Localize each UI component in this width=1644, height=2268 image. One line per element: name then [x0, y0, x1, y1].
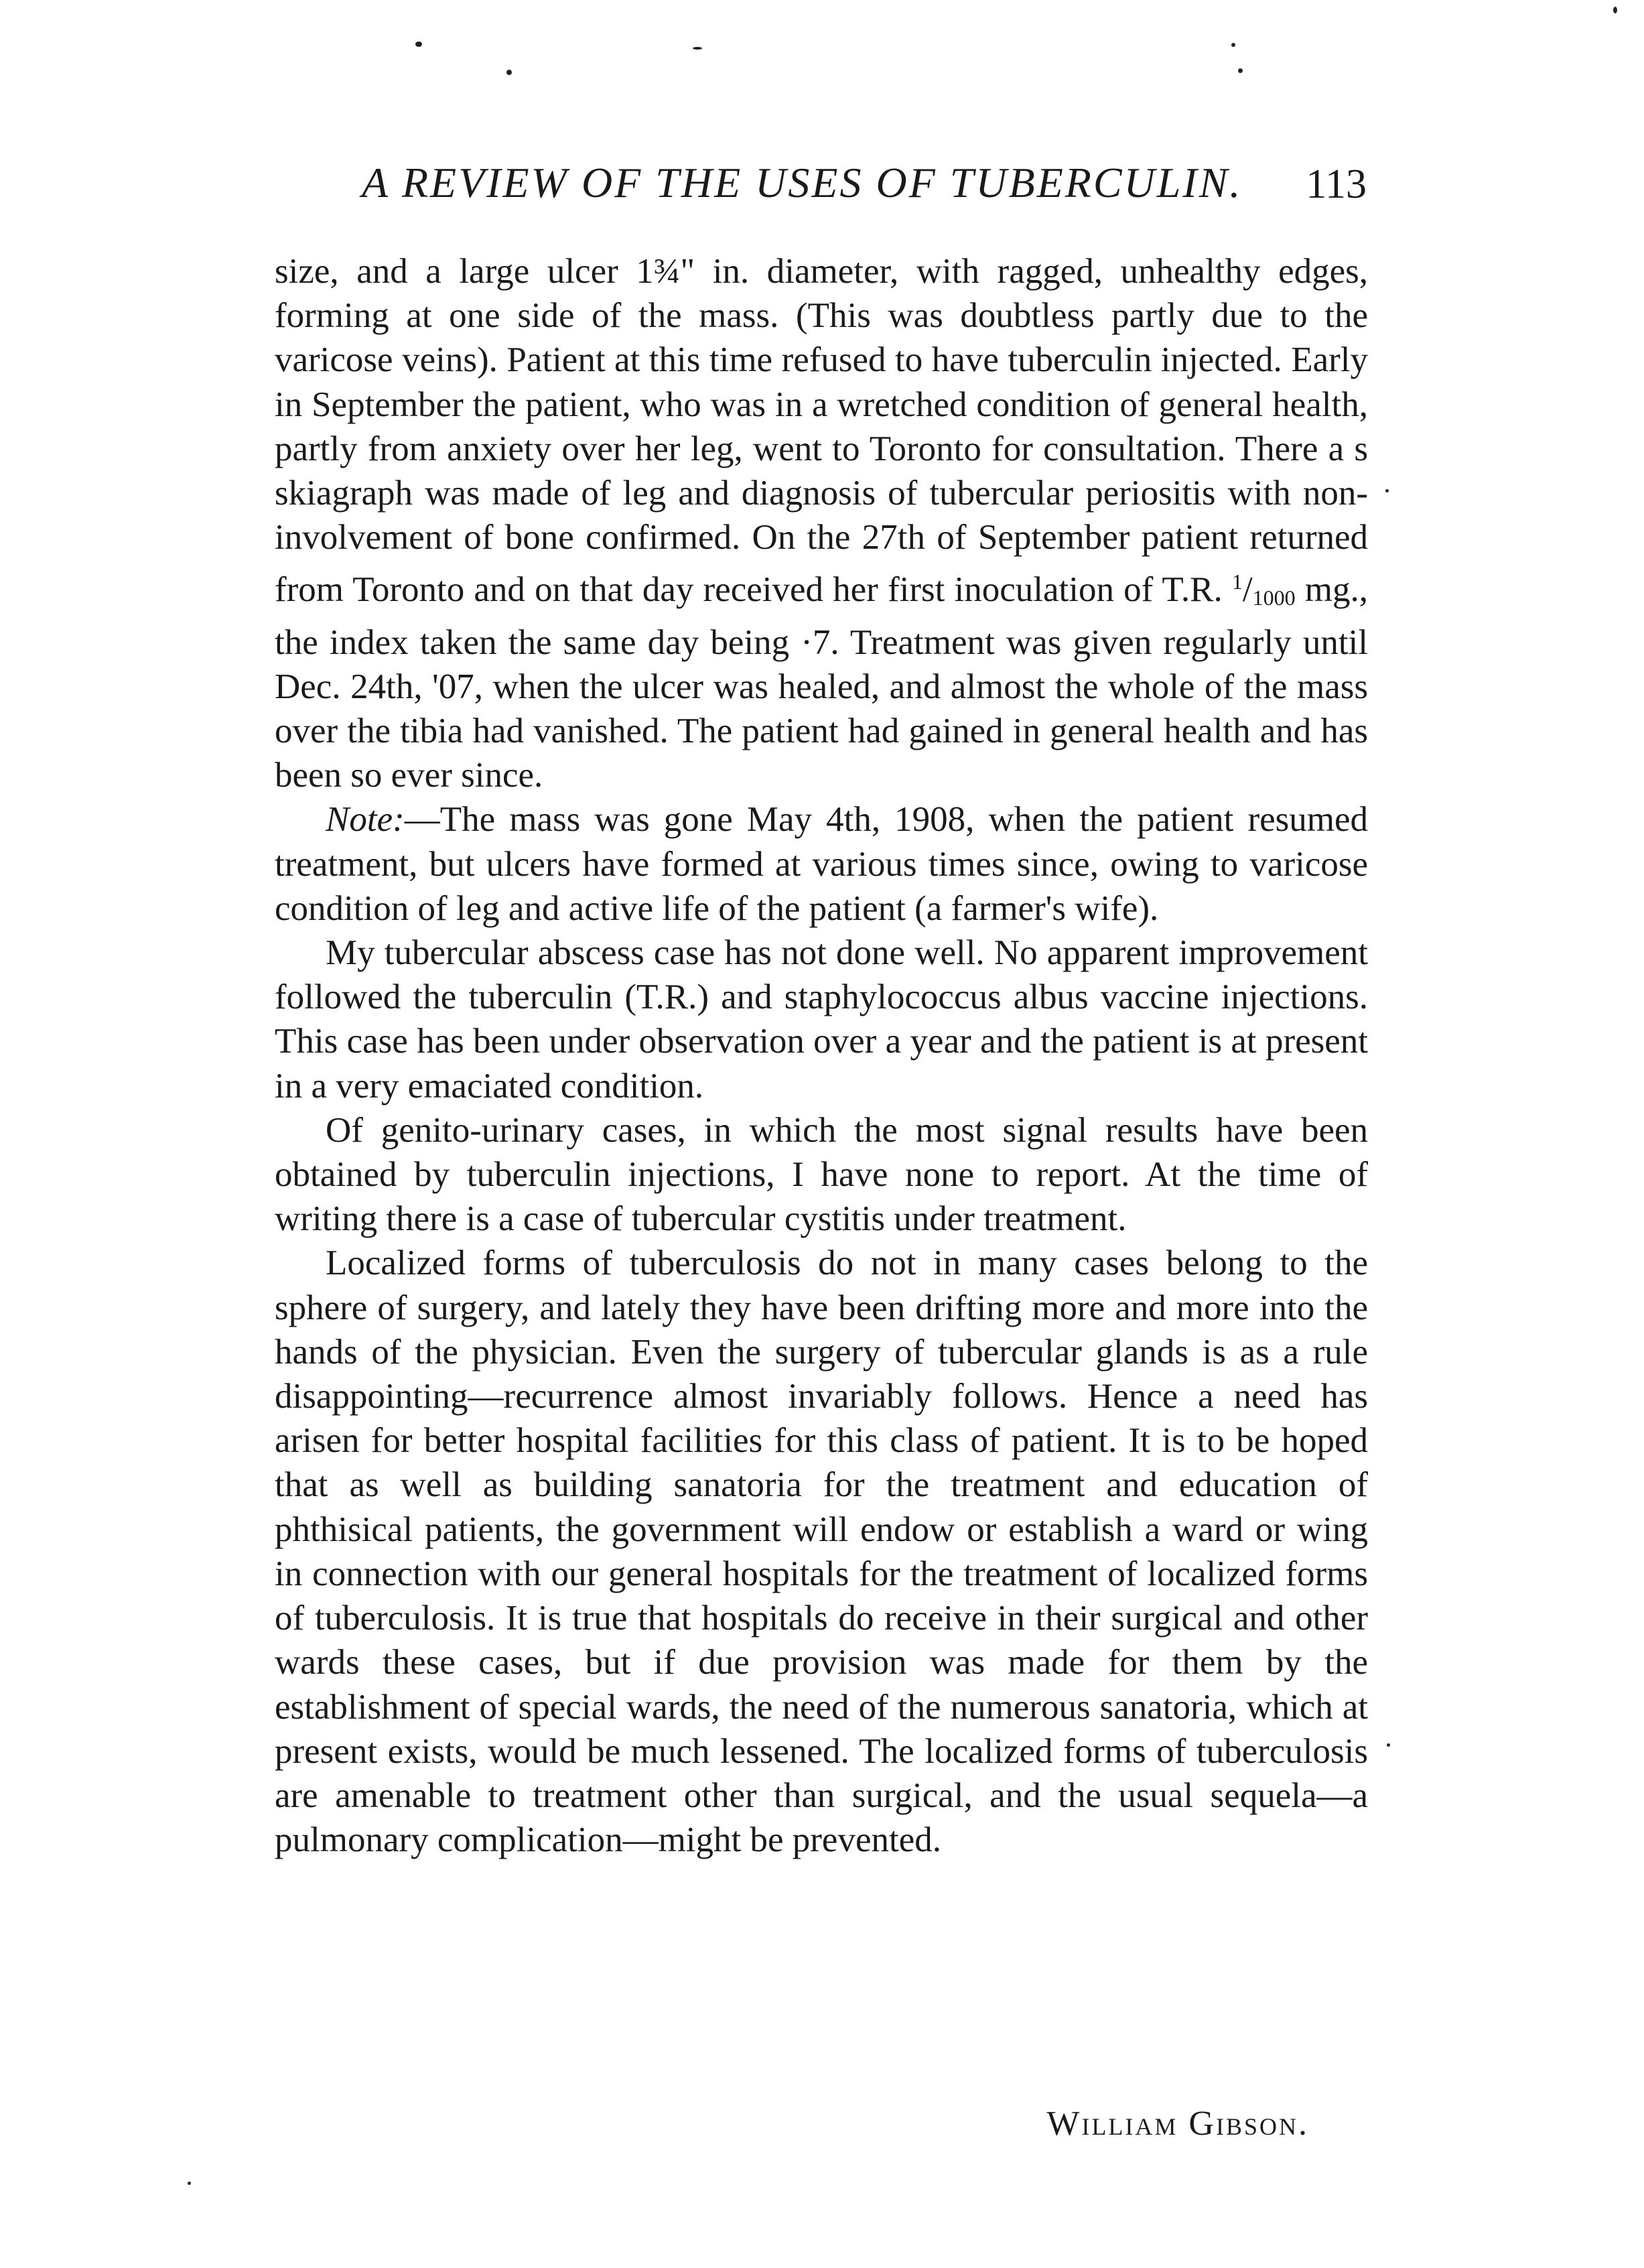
paragraph-localized-forms: Localized forms of tuberculosis do not in many cases belong to the sphere of surgery, and lately they have been drifting more and more into the hands of the physician. Even the surgery of tubercular glands is as a rule disappointing—recurrence almost invariably follows. Hence a need has arisen for better hospital facilities for this class of patient. It is to be hoped that as well as building sanatoria for the treatment and education of phthisical patients, the government will endow or establish a ward or wing in connection with our general hospitals for the treatment of localized forms of tuberculosis. It is true that hospitals do receive in their surgical and other wards these cases, but if due provision was made for them by the establishment of special wards, the need of the numerous sanatoria, which at present exists, would be much lessened. The localized forms of tuberculosis are amenable to treatment other than surgical, and the usual sequela—a pulmonary complication—might be prevented. [275, 1244, 1368, 1860]
scan-speck [1231, 43, 1235, 47]
paragraph-abscess-case: My tubercular abscess case has not done well. No apparent improvement followed the tuberculin (T.R.) and staphylococcus albus vaccine injections. This case has been under observation over a year and the patient is at present in a very emaciated condition. [275, 933, 1368, 1106]
scan-speck [1385, 489, 1389, 492]
scan-speck [188, 2182, 191, 2185]
scan-speck [1387, 1743, 1390, 1747]
paragraph-text: mg., the index taken the same day being ·7. Treatment was given regularly until Dec. 24th, '07, when the ulcer was healed, and almost the whole of the mass over the tibia had vanished. The patient had gained in general health and has been so ever since. [275, 570, 1368, 795]
page-number: 113 [1306, 161, 1367, 207]
scan-speck [506, 70, 512, 75]
fraction-numerator: 1 [1231, 570, 1243, 594]
scan-speck [1238, 68, 1243, 73]
paragraph-case-continued: size, and a large ulcer 1¾" in. diameter, with ragged, unhealthy edges, forming at one side of the mass. (This was doubtless partly due to the varicose veins). Patient at this time refused to have tuberculin injected. Early in September the patient, who was in a wretched condition of general health, partly from anxiety over her leg, went to Toronto for consultation. There a s skiagraph was made of leg and diagnosis of tubercular periositis with non-involvement of bone confirmed. On the 27th of September patient returned from Toronto and on that day received her first inoculation of T.R. $^1$/1000 mg., the index taken the same day being ·7. Treatment was given regularly until Dec. 24th, '07, when the ulcer was healed, and almost the whole of the mass over the tibia had vanished. The patient had gained in general health and has been so ever since. [275, 252, 1368, 795]
header-title: A REVIEW OF THE USES OF TUBERCULIN. [362, 159, 1243, 206]
running-header [362, 158, 1367, 212]
note-label: Note: [326, 800, 405, 840]
scan-speck [693, 47, 702, 50]
scan-speck [1613, 7, 1617, 13]
paragraph-genito-urinary: Of genito-urinary cases, in which the most signal results have been obtained by tuberculin injections, I have none to report. At the time of writing there is a case of tubercular cystitis under treatment. [275, 1110, 1368, 1239]
author-signature: William Gibson. [1046, 2105, 1309, 2143]
fraction-denominator: 1000 [1252, 586, 1296, 610]
paragraph-note [275, 797, 1368, 931]
scan-speck [415, 42, 422, 47]
article-body [275, 249, 1368, 1862]
paragraph-text: size, and a large ulcer 1¾" in. diameter, with ragged, unhealthy edges, forming at one side of the mass. (This was doubtless partly due to the varicose veins). Patient at this time refused to have tuberculin injected. Early in September the patient, who was in a wretched condition of general health, partly from anxiety over her leg, went to Toronto for consultation. There a s skiagraph was made of leg and diagnosis of tubercular periositis with non-involvement of bone confirmed. On the 27th of September patient returned from Toronto and on that day received her first inoculation of T.R. [275, 252, 1368, 610]
paragraph-text: —The mass was gone May 4th, 1908, when the patient resumed treatment, but ulcers have formed at various times since, owing to varicose condition of leg and active life of the patient (a farmer's wife). [275, 800, 1368, 928]
